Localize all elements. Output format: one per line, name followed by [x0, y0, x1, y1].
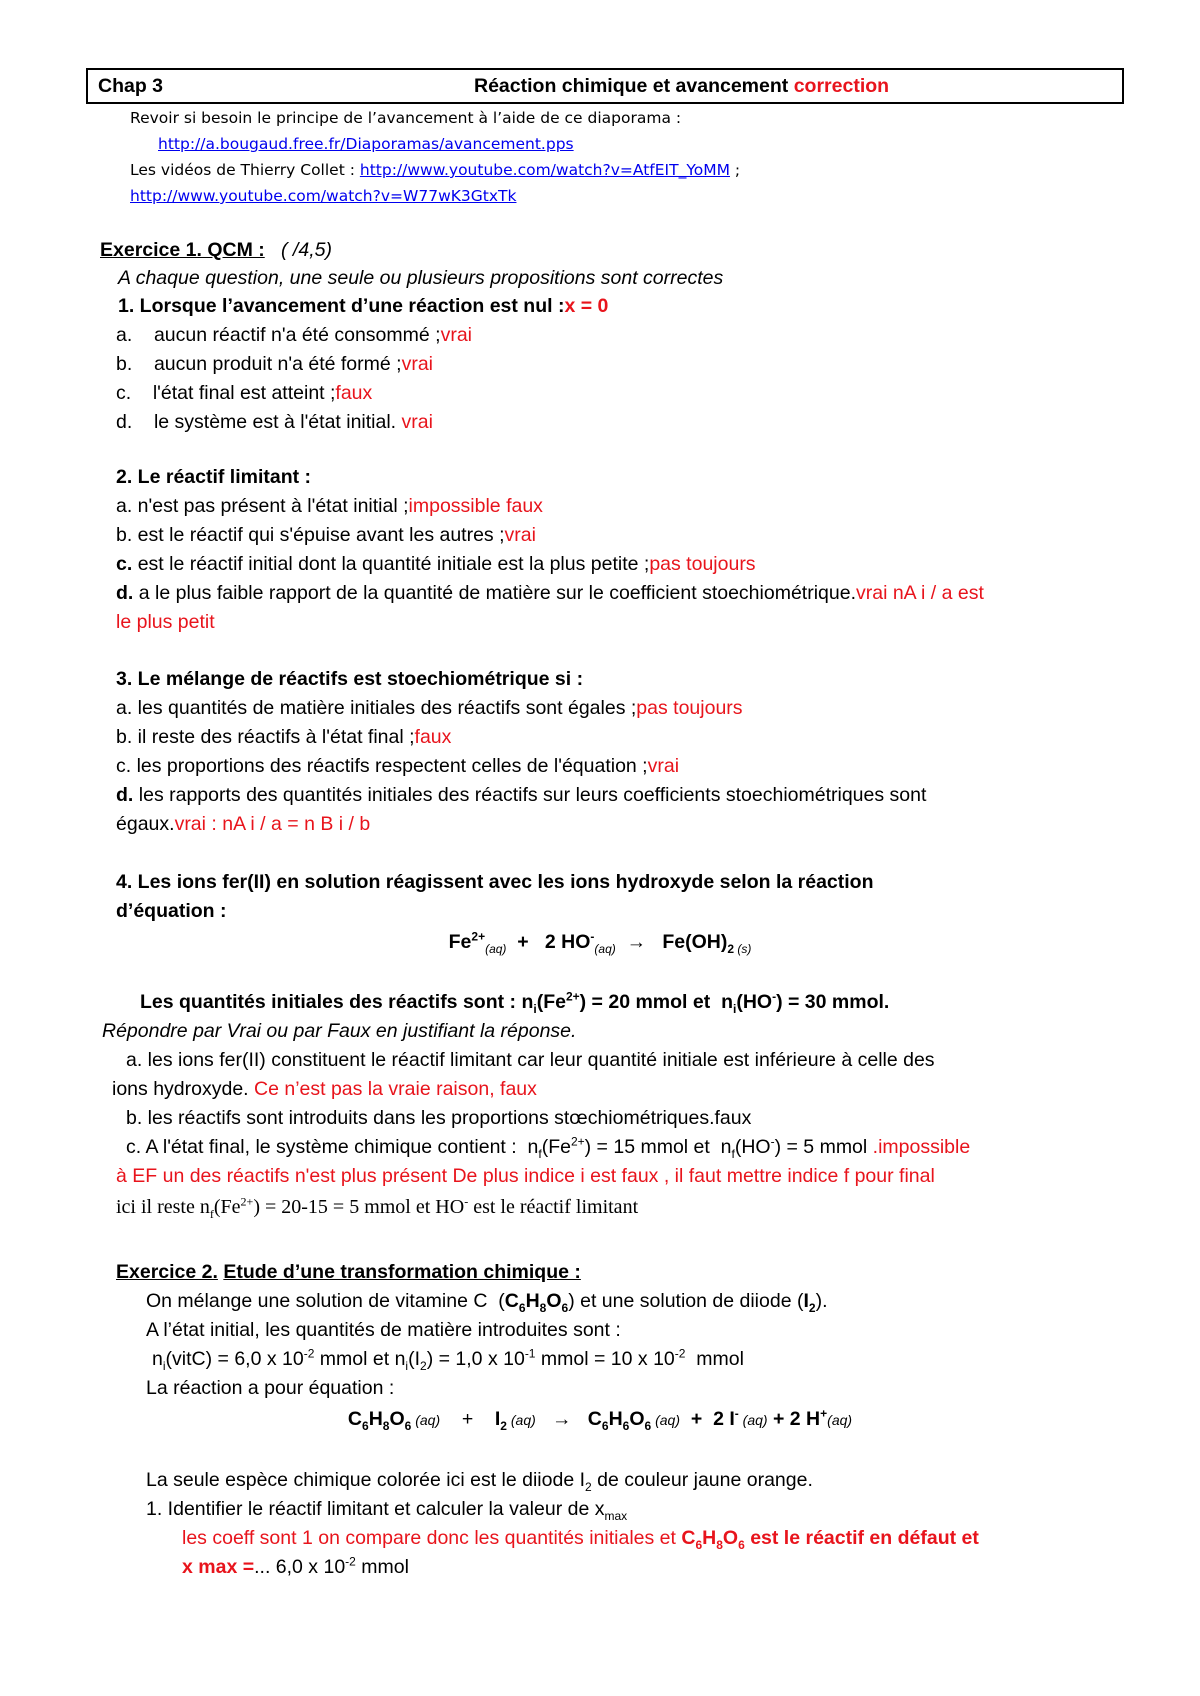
q3-b-answer: faux: [414, 726, 452, 748]
page-title-correction: correction: [793, 75, 890, 97]
ex2-line2: A l’état initial, les quantités de matière introduites sont :: [146, 1319, 621, 1341]
ex2-title: Etude d’une transformation chimique :: [223, 1261, 581, 1283]
q4-option-c: c. A l'état final, le système chimique contient : $n_f(Fe^{2+}) = 15$ mmol et $n_f(HO^-) = 5$ mmol .impossible: [126, 1134, 971, 1161]
intro-line: Revoir si besoin le principe de l’avancement à l’aide de ce diaporama :: [130, 109, 682, 127]
q1-option-c: c. l'état final est atteint ;faux: [116, 382, 373, 404]
q3-option-c: [116, 754, 679, 778]
q2-c-text: est le réactif initial dont la quantité initiale est la plus petite ;: [137, 553, 650, 575]
ex2-line5-text: La seule espèce chimique colorée ici est le diiode I: [146, 1469, 586, 1491]
q1-option-a: a. aucun réactif n'a été consommé ;vrai: [116, 324, 472, 346]
q4-option-b: b. les réactifs sont introduits dans les proportions stœchiométriques.faux: [126, 1107, 752, 1129]
q1-a-text: aucun réactif n'a été consommé ;: [153, 324, 441, 346]
q4-option-a: a. les ions fer(II) constituent le réactif limitant car leur quantité initiale est inférieure à celle des: [126, 1049, 935, 1071]
ex2-line1: On mélange une solution de vitamine C $(C_6H_8O_6)$ et une solution de diiode $(I_2)$.: [146, 1290, 828, 1315]
q3-option-d: d. les rapports des quantités initiales des réactifs sur leurs coefficients stoechiométriques sont: [116, 784, 927, 806]
q2-option-b: [116, 523, 536, 547]
video-link-2[interactable]: http://www.youtube.com/watch?v=W77wK3GtxTk: [130, 187, 517, 205]
q2-option-a: [116, 494, 543, 518]
q3-option-a: [116, 696, 743, 720]
q3-c-answer: vrai: [647, 755, 680, 777]
q3-c-text: c. les proportions des réactifs respectent celles de l'équation ;: [116, 755, 648, 777]
q2-option-c: c. est le réactif initial dont la quantité initiale est la plus petite ;pas toujours: [116, 553, 756, 575]
q2-a-answer: impossible faux: [408, 495, 543, 517]
q1-b-text: aucun produit n'a été formé ;: [153, 353, 402, 375]
q3-b-text: b. il reste des réactifs à l'état final ;: [116, 726, 415, 748]
ex1-score: ( /4,5): [281, 239, 332, 261]
ex1-instruction: A chaque question, une seule ou plusieurs propositions sont correctes: [118, 267, 724, 289]
chapter-label: Chap 3: [98, 75, 164, 97]
q3-d-text: les rapports des quantités initiales des réactifs sur leurs coefficients stoechiométriques sont: [138, 784, 927, 806]
q1-option-d: d. le système est à l'état initial. vrai: [116, 411, 433, 433]
ex1-heading: [100, 238, 332, 262]
videos-line: [130, 158, 740, 182]
q1-d-answer: vrai: [401, 411, 433, 433]
ex2-line5-end: de couleur jaune orange.: [597, 1469, 813, 1491]
q3-a-text: a. les quantités de matière initiales des réactifs sont égales ;: [116, 697, 637, 719]
q2-d-text: a le plus faible rapport de la quantité de matière sur le coefficient stoechiométrique.: [138, 582, 856, 604]
q4-quantities: Les quantités initiales des réactifs sont : $n_i(Fe^{2+}) = 20$ mmol et $n_i(HO^-) = 30$ mmol.: [140, 989, 890, 1016]
q4-c-explanation: ici il reste $n_f(Fe^{2+}) = 20-15 = 5$ mmol et HO- est le réactif limitant: [116, 1194, 639, 1221]
q2-d-answer: vrai nA i / a est: [856, 582, 984, 604]
q1-title-text: 1. Lorsque l’avancement d’une réaction est nul :: [118, 295, 565, 317]
q3-option-b: [116, 725, 451, 749]
page-title-text: Réaction chimique et avancement: [474, 75, 789, 97]
ex2-q1-text: 1. Identifier le réactif limitant et calculer la valeur de x: [146, 1498, 605, 1520]
q3-d-text-cont: égaux.: [116, 813, 175, 835]
q4-title-line2: d’équation :: [116, 900, 227, 922]
ex2-line1-text: On mélange une solution de vitamine C: [146, 1290, 488, 1312]
title-box: [86, 68, 1124, 104]
ex2-answer1-text: les coeff sont 1 on compare donc les quantités initiales et: [182, 1527, 676, 1549]
ex2-heading: [116, 1260, 581, 1284]
ex2-line4: La réaction a pour équation :: [146, 1377, 395, 1399]
ex2-q1-sub: max: [604, 1508, 628, 1523]
diaporama-link[interactable]: http://a.bougaud.free.fr/Diaporamas/avancement.pps: [158, 135, 574, 153]
ex2-title-pre: Exercice 2.: [116, 1261, 218, 1283]
q1-title: [118, 294, 608, 318]
q3-d-answer: vrai : nA i / a = n B i / b: [174, 813, 371, 835]
q2-b-text: b. est le réactif qui s'épuise avant les autres ;: [116, 524, 505, 546]
q2-option-d: d. a le plus faible rapport de la quantité de matière sur le coefficient stoechiométrique.vrai nA i / a est: [116, 582, 984, 604]
q4-c-answer: .impossible: [872, 1136, 971, 1158]
q1-d-text: le système est à l'état initial.: [153, 411, 397, 433]
ex2-q1: [146, 1497, 627, 1521]
page-title: [474, 75, 889, 98]
q2-d-answer-cont: le plus petit: [116, 611, 215, 633]
ex2-answer1: les coeff sont 1 on compare donc les quantités initiales et $C_6H_8O_6$ est le réactif en défaut et: [182, 1527, 979, 1552]
q4-instruction: Répondre par Vrai ou par Faux en justifiant la réponse.: [102, 1020, 577, 1042]
q1-a-answer: vrai: [440, 324, 472, 346]
q4-option-a-cont: [112, 1077, 537, 1101]
q2-a-text: a. n'est pas présent à l'état initial ;: [116, 495, 409, 517]
ex2-answer1-xmax: x max =... 6,0 x $10^{-2}$ mmol: [182, 1554, 409, 1578]
q4-equation: $Fe^{2+}_{(aq)} + 2$ $HO^-_{(aq)} \to Fe(OH)_2$ $_{(s)}$: [448, 929, 752, 956]
q2-c-answer: pas toujours: [649, 553, 756, 575]
q1-b-answer: vrai: [401, 353, 433, 375]
ex2-line5: La seule espèce chimique colorée ici est le diiode $I_2$ de couleur jaune orange.: [146, 1469, 813, 1494]
q4-a-text-cont: ions hydroxyde.: [112, 1078, 249, 1100]
q1-title-red: x = 0: [564, 295, 609, 317]
videos-label: Les vidéos de Thierry Collet :: [130, 161, 355, 179]
q1-c-answer: faux: [335, 382, 373, 404]
q3-option-d-cont: [116, 812, 370, 836]
ex1-title: Exercice 1. QCM :: [100, 239, 265, 261]
q3-a-answer: pas toujours: [636, 697, 743, 719]
q4-a-answer: Ce n’est pas la vraie raison, faux: [254, 1078, 537, 1100]
ex2-line3: $n_i(vitC) = 6,0$ x $10^{-2}$ mmol et $n_i(I_2) = 1,0$ x $10^{-1}$ mmol = 10 x $10^{-2}$ mmol: [152, 1346, 744, 1373]
q2-title: 2. Le réactif limitant :: [116, 466, 312, 488]
q1-c-text: l'état final est atteint ;: [152, 382, 336, 404]
q2-b-answer: vrai: [504, 524, 536, 546]
video-link-1[interactable]: http://www.youtube.com/watch?v=AtfEIT_YoMM: [359, 161, 730, 179]
q1-option-b: b. aucun produit n'a été formé ;vrai: [116, 353, 433, 375]
link-separator: ;: [734, 161, 741, 179]
q4-c-answer-cont: à EF un des réactifs n'est plus présent De plus indice i est faux , il faut mettre indice f pour final: [116, 1165, 935, 1187]
q3-title: 3. Le mélange de réactifs est stoechiométrique si :: [116, 668, 584, 690]
q4-title-line1: 4. Les ions fer(II) en solution réagissent avec les ions hydroxyde selon la réaction: [116, 871, 874, 893]
ex2-equation: $C_6H_8O_6$ (aq) + $I_2$ (aq) → $C_6H_6O_6$ (aq) + 2 I- (aq) + 2 H+(aq): [347, 1406, 853, 1433]
